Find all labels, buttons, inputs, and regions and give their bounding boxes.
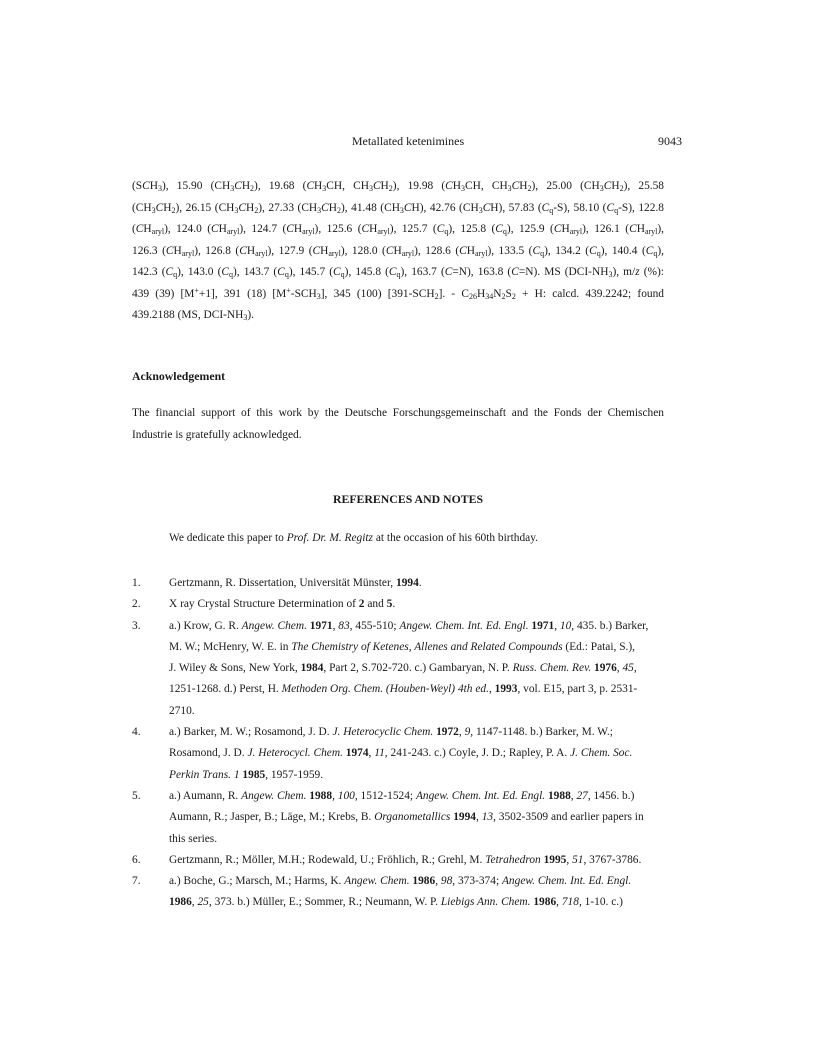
reference-line: a.) Aumann, R. Angew. Chem. 1988, 100, 1512-1524; Angew. Chem. Int. Ed. Engl. 1988, 27, 1456. b.) — [169, 789, 635, 802]
spectral-data-line: $(CH_3CH_2)$, 26.15 $(CH_3CH_2)$, 27.33 $(CH_3CH_2)$, 41.48 $(CH_3CH)$, 42.76 $(CH_3CH)$, 57.83 $(C_q-S)$, 58.10 $(C_q-S)$, 122.8 — [132, 201, 664, 215]
reference-line: 2710. — [169, 704, 195, 717]
reference-item — [132, 786, 672, 850]
reference-number: 2. — [132, 598, 141, 611]
reference-line: 1986, 25, 373. b.) Müller, E.; Sommer, R.; Neumann, W. P. Liebigs Ann. Chem. 1986, 718, 1-10. c.) — [169, 896, 623, 909]
references-heading: REFERENCES AND NOTES — [332, 492, 484, 506]
acknowledgement-text — [132, 403, 664, 446]
reference-number: 1. — [132, 577, 141, 589]
spectral-data-line: $(SCH_3)$, 15.90 $(CH_3CH_2)$, 19.68 ($CH_3CH$, $CH_3CH_2$), 19.98 ($CH_3CH$, $CH_3CH_2$), 25.00 $(CH_3CH_2)$, 25.58 — [132, 180, 665, 193]
reference-item — [132, 616, 672, 722]
reference-text — [169, 871, 672, 914]
spectral-data-line: 439.2188 (MS, DCI-$NH_3$). — [132, 309, 255, 322]
spectral-data-line: 142.3 $(C_q)$, 143.0 $(C_q)$, 143.7 $(C_q)$, 145.7 $(C_q)$, 145.8 $(C_q)$, 163.7 (C=N), 163.8 (C=N). MS $(DCI-NH_3)$, m/z (%): — [132, 266, 664, 279]
reference-number: 3. — [132, 619, 141, 632]
reference-line: J. Wiley & Sons, New York, 1984, Part 2, S.702-720. c.) Gambaryan, N. P. Russ. Chem. Rev. 1976, 45, — [169, 662, 637, 675]
reference-line: Aumann, R.; Jasper, B.; Läge, M.; Krebs, B. Organometallics 1994, 13, 3502-3509 and earlier papers in — [169, 811, 644, 824]
reference-number: 6. — [132, 853, 141, 866]
reference-line: a.) Barker, M. W.; Rosamond, J. D. J. Heterocyclic Chem. 1972, 9, 1147-1148. b.) Barker, M. W.; — [169, 726, 613, 739]
spectral-data-line: 439 (39) [M++1], 391 (18) $[M^+-SCH_3]$, 345 (100) $[391-SCH_2]$. - $C_{26}H_{34}N_2S_2 + H$: calcd. 439.2242; found — [132, 285, 664, 301]
reference-line: Rosamond, J. D. J. Heterocycl. Chem. 1974, 11, 241-243. c.) Coyle, J. D.; Rapley, P. A. J. Chem. Soc. — [169, 747, 633, 760]
spectral-data-paragraph — [132, 176, 664, 327]
acknowledgement-line: Industrie is gratefully acknowledged. — [132, 428, 302, 441]
spectral-data-line: $(CH_{aryl})$, 124.0 $(CH_{aryl})$, 124.7 $(CH_{aryl})$, 125.6 $(CH_{aryl})$, 125.7 $(C_q)$, 125.8 $(C_q)$, 125.9 $(CH_{aryl})$, 126.1 $(CH_{aryl})$, — [132, 223, 665, 236]
reference-line: Gertzmann, R. Dissertation, Universität Münster, 1994. — [169, 577, 422, 589]
reference-list — [132, 573, 672, 914]
reference-line: this series. — [169, 832, 218, 845]
dedication-text: We dedicate this paper to Prof. Dr. M. Regitz at the occasion of his 60th birthday. — [169, 532, 539, 544]
reference-number: 7. — [132, 875, 141, 888]
reference-text — [169, 594, 672, 615]
reference-number: 4. — [132, 726, 141, 739]
reference-number: 5. — [132, 789, 141, 802]
reference-line: Perkin Trans. 1 1985, 1957-1959. — [169, 768, 324, 781]
reference-item — [132, 722, 672, 786]
reference-line: X ray Crystal Structure Determination of 2 and 5. — [169, 598, 396, 611]
reference-text — [169, 722, 672, 786]
reference-item — [132, 871, 672, 914]
reference-line: 1251-1268. d.) Perst, H. Methoden Org. Chem. (Houben-Weyl) 4th ed., 1993, vol. E15, part 3, p. 2531- — [169, 683, 638, 696]
reference-line: Gertzmann, R.; Möller, M.H.; Rodewald, U.; Fröhlich, R.; Grehl, M. Tetrahedron 1995, 51, 3767-3786. — [169, 853, 642, 866]
reference-text — [169, 786, 672, 850]
page-number: 9043 — [658, 134, 682, 148]
acknowledgement-line: The financial support of this work by the Deutsche Forschungsgemeinschaft and the Fonds der Chemischen — [132, 407, 664, 419]
spectral-data-line: 126.3 $(CH_{aryl})$, 126.8 $(CH_{aryl})$, 127.9 $(CH_{aryl})$, 128.0 $(CH_{aryl})$, 128.6 $(CH_{aryl})$, 133.5 $(C_q)$, 134.2 $(C_q)$, 140.4 $(C_q)$, — [132, 244, 665, 258]
reference-text — [169, 850, 672, 871]
acknowledgement-heading: Acknowledgement — [132, 369, 226, 383]
reference-item — [132, 594, 672, 615]
reference-line: M. W.; McHenry, W. E. in The Chemistry of Ketenes, Allenes and Related Compounds (Ed.: Patai, S.), — [169, 640, 636, 653]
reference-item — [132, 850, 672, 871]
reference-line: a.) Krow, G. R. Angew. Chem. 1971, 83, 455-510; Angew. Chem. Int. Ed. Engl. 1971, 10, 435. b.) Barker, — [169, 619, 649, 632]
running-title: Metallated ketenimines — [351, 134, 465, 148]
reference-text — [169, 573, 672, 594]
reference-line: a.) Boche, G.; Marsch, M.; Harms, K. Angew. Chem. 1986, 98, 373-374; Angew. Chem. Int. Ed. Engl. — [169, 875, 632, 888]
reference-text — [169, 616, 672, 722]
reference-item — [132, 573, 672, 594]
